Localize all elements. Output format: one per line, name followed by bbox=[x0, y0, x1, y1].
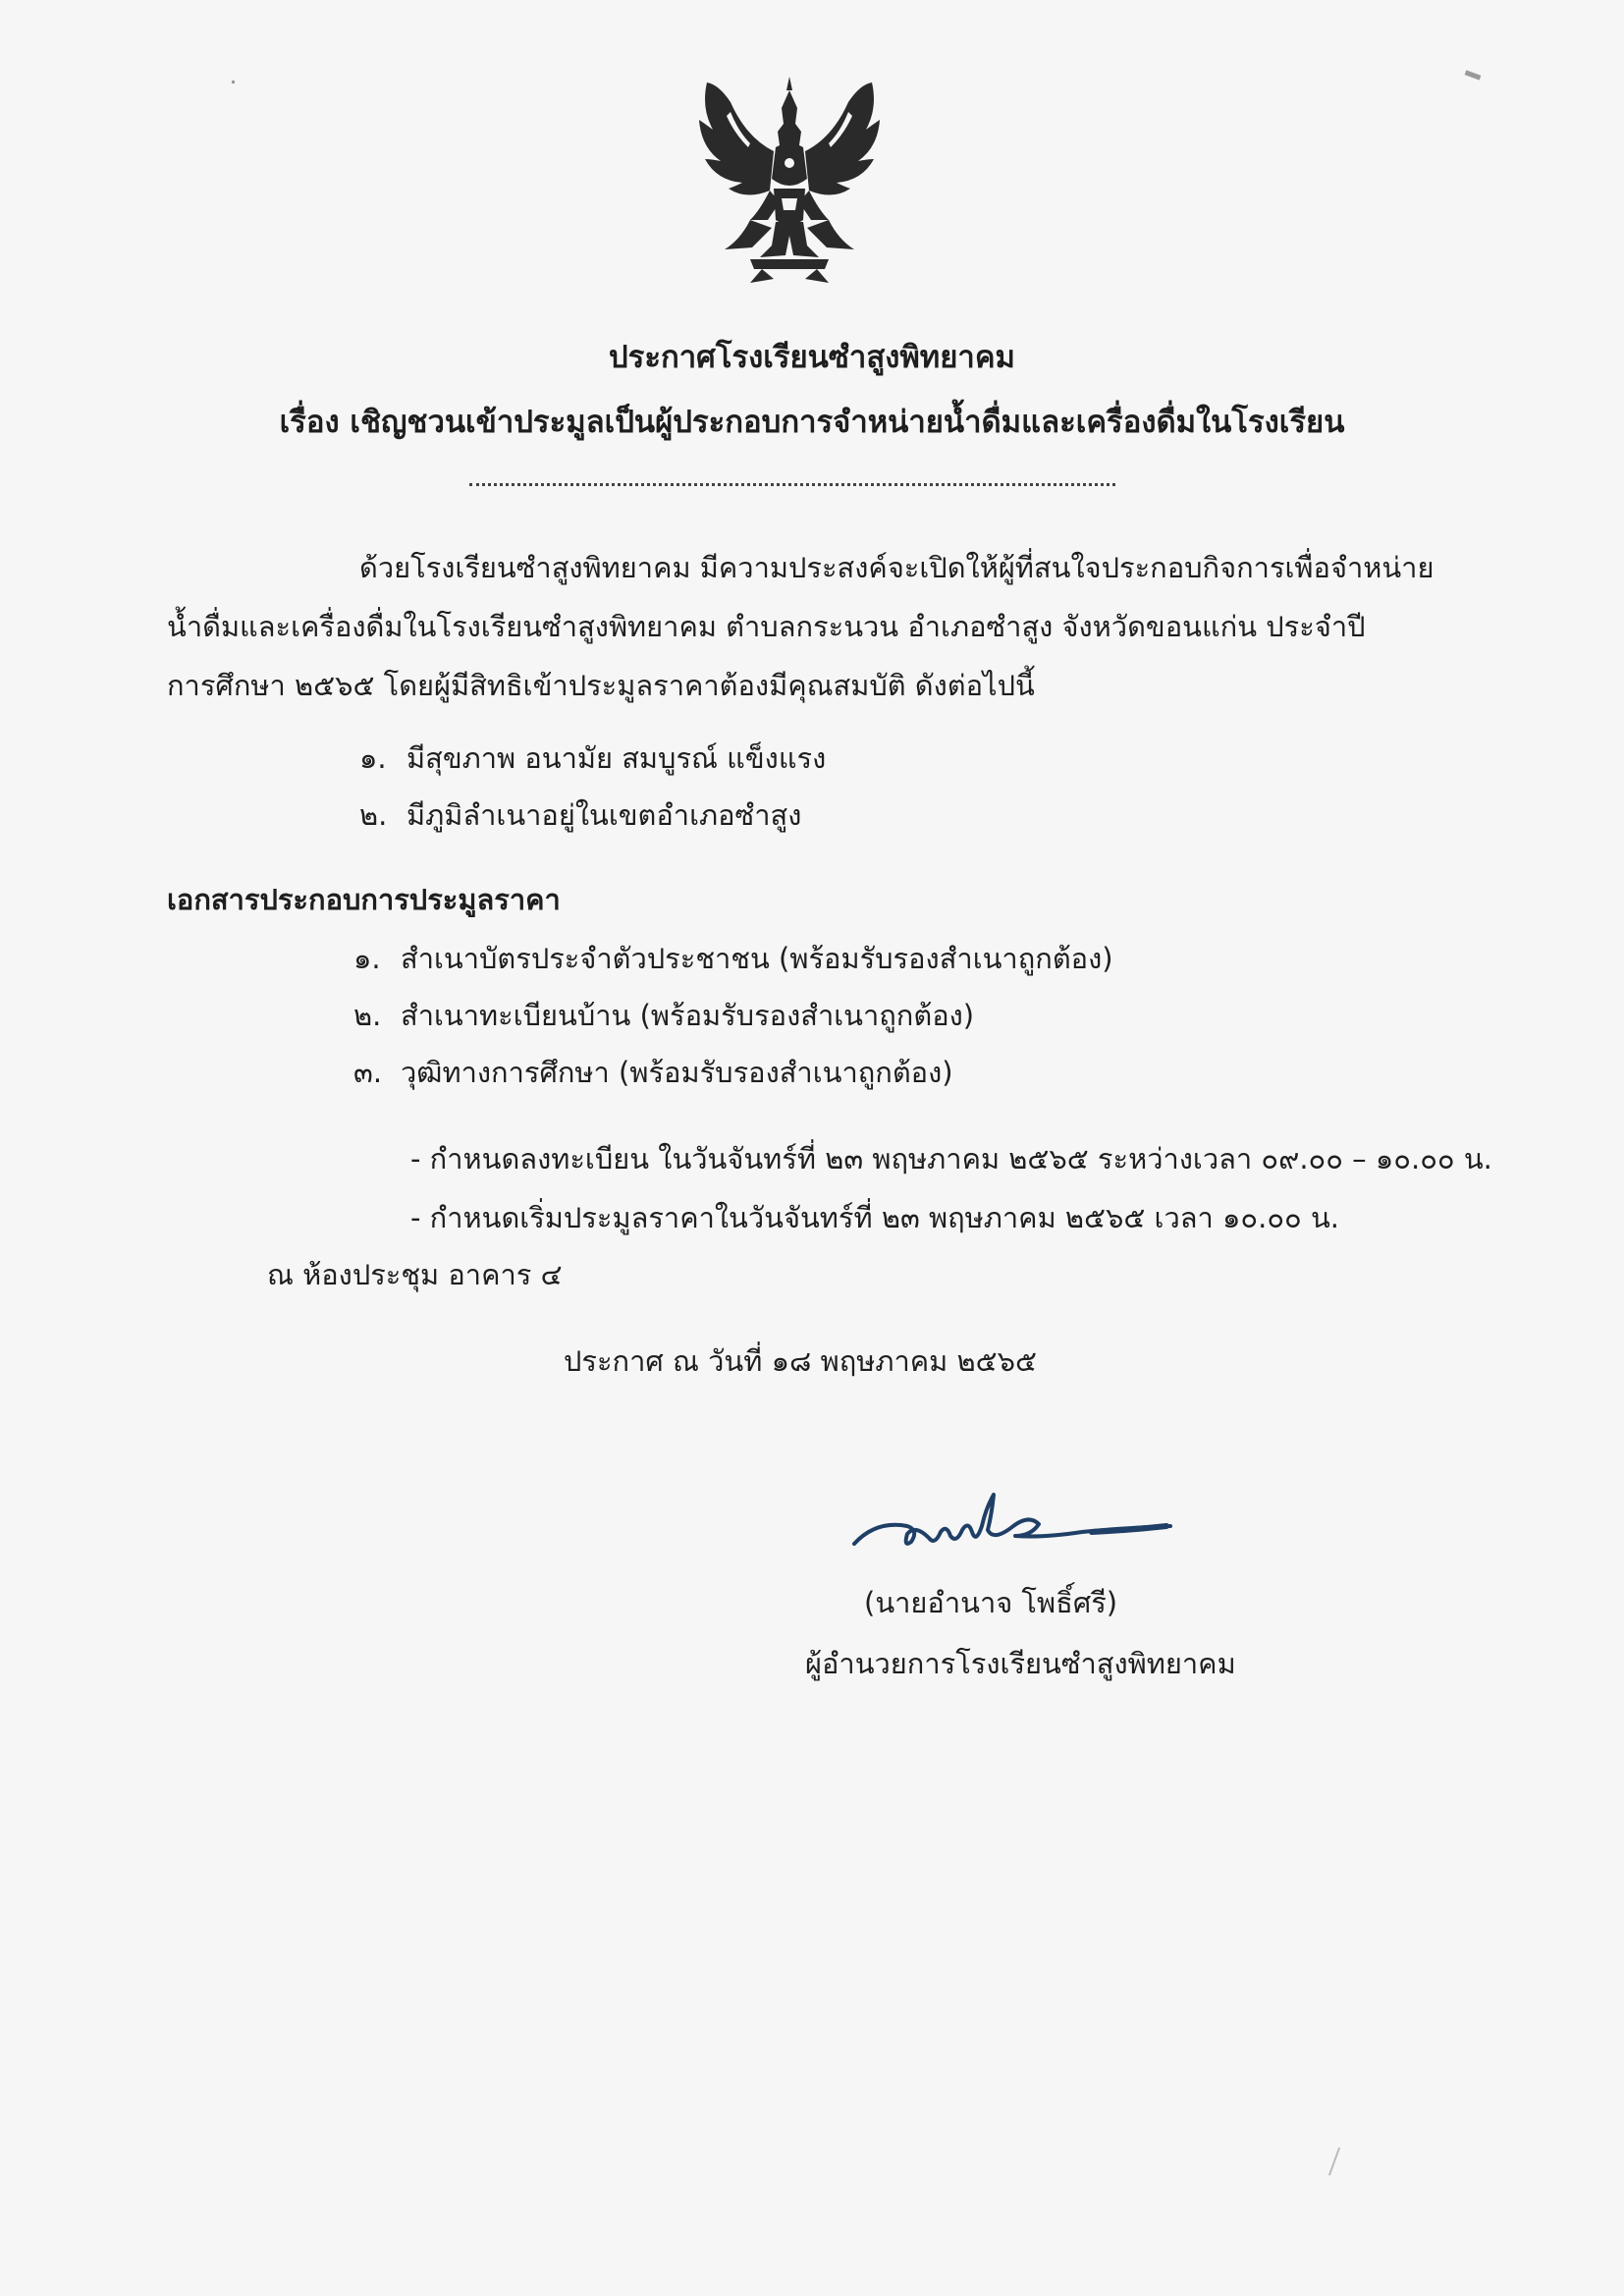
announcement-date: ประกาศ ณ วันที่ ๑๘ พฤษภาคม ๒๕๖๕ bbox=[564, 1344, 1037, 1378]
schedule-auction-start: - กำหนดเริ่มประมูลราคาในวันจันทร์ที่ ๒๓ พฤษภาคม ๒๕๖๕ เวลา ๑๐.๐๐ น. bbox=[410, 1201, 1340, 1234]
schedule-registration: - กำหนดลงทะเบียน ในวันจันทร์ที่ ๒๓ พฤษภาคม ๒๕๖๕ ระหว่างเวลา ๐๙.๐๐ – ๑๐.๐๐ น. bbox=[410, 1142, 1492, 1175]
paper-speck bbox=[232, 81, 235, 83]
item-text: วุฒิทางการศึกษา (พร้อมรับรองสำเนาถูกต้อง) bbox=[401, 1056, 953, 1089]
paper-speck bbox=[1328, 2148, 1340, 2176]
signature bbox=[846, 1469, 1180, 1558]
item-number: ๑. bbox=[359, 741, 387, 775]
item-text: มีภูมิลำเนาอยู่ในเขตอำเภอซำสูง bbox=[406, 798, 802, 832]
document-subject: เรื่อง เชิญชวนเข้าประมูลเป็นผู้ประกอบการจำหน่ายน้ำดื่มและเครื่องดื่มในโรงเรียน bbox=[279, 405, 1345, 440]
title-divider bbox=[469, 473, 1115, 486]
qualification-item bbox=[359, 795, 801, 835]
paper-speck bbox=[1465, 70, 1482, 80]
paragraph-line: น้ำดื่มและเครื่องดื่มในโรงเรียนซำสูงพิทยาคม ตำบลกระนวน อำเภอซำสูง จังหวัดขอนแก่น ประจำปี bbox=[167, 610, 1366, 643]
item-text: มีสุขภาพ อนามัย สมบูรณ์ แข็งแรง bbox=[406, 741, 827, 775]
document-title: ประกาศโรงเรียนซำสูงพิทยาคม bbox=[609, 340, 1015, 375]
item-text: สำเนาทะเบียนบ้าน (พร้อมรับรองสำเนาถูกต้อง) bbox=[401, 999, 975, 1032]
document-item bbox=[353, 1053, 953, 1092]
signer-title: ผู้อำนวยการโรงเรียนซำสูงพิทยาคม bbox=[805, 1647, 1236, 1680]
item-number: ๒. bbox=[359, 798, 388, 832]
item-text: สำเนาบัตรประจำตัวประชาชน (พร้อมรับรองสำเนาถูกต้อง) bbox=[401, 942, 1113, 975]
document-item bbox=[353, 996, 974, 1035]
venue: ณ ห้องประชุม อาคาร ๔ bbox=[267, 1258, 563, 1291]
item-number: ๒. bbox=[353, 999, 382, 1032]
item-number: ๓. bbox=[353, 1056, 383, 1089]
signer-name: (นายอำนาจ โพธิ์ศรี) bbox=[864, 1586, 1118, 1619]
paragraph-line: ด้วยโรงเรียนซำสูงพิทยาคม มีความประสงค์จะเปิดให้ผู้ที่สนใจประกอบกิจการเพื่อจำหน่าย bbox=[359, 551, 1435, 584]
documents-heading: เอกสารประกอบการประมูลราคา bbox=[167, 883, 561, 916]
qualification-item bbox=[359, 738, 826, 778]
document-item bbox=[353, 939, 1113, 978]
item-number: ๑. bbox=[353, 942, 381, 975]
garuda-emblem-icon bbox=[691, 73, 888, 289]
paragraph-line: การศึกษา ๒๕๖๕ โดยผู้มีสิทธิเข้าประมูลราคาต้องมีคุณสมบัติ ดังต่อไปนี้ bbox=[167, 669, 1035, 702]
